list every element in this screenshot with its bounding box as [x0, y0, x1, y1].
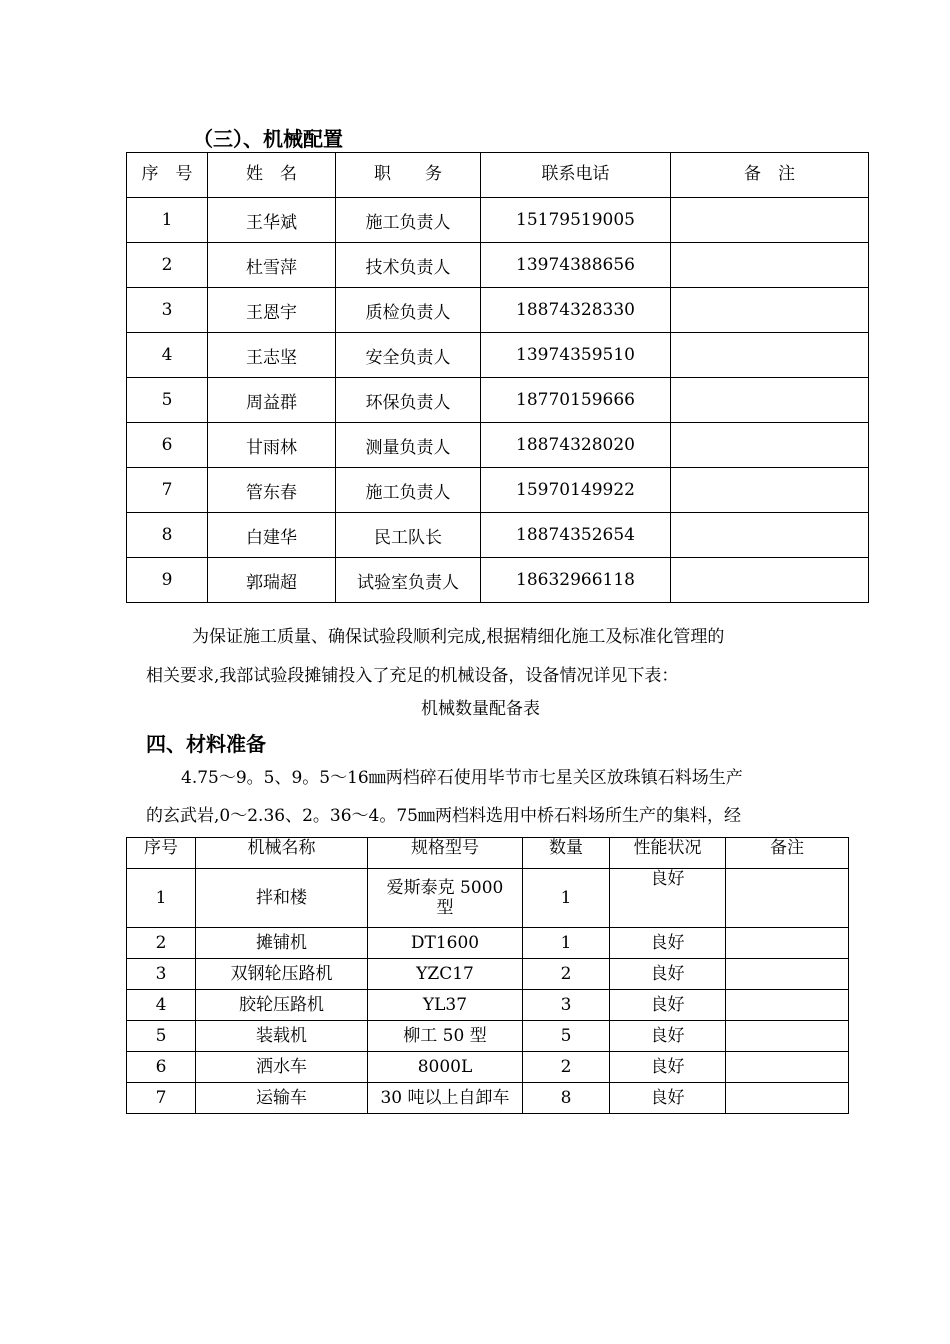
table-cell: 郭瑞超 — [208, 558, 336, 603]
header-cell: 规格型号 — [368, 838, 523, 869]
table-cell: 13974359510 — [481, 333, 671, 378]
table-cell: 良好 — [610, 928, 726, 959]
table-cell — [671, 468, 869, 513]
table-cell — [726, 1052, 849, 1083]
table-cell: 18632966118 — [481, 558, 671, 603]
table-cell: 6 — [127, 423, 208, 468]
header-cell: 备 注 — [671, 153, 869, 198]
header-cell: 机械名称 — [196, 838, 368, 869]
table-cell: 良好 — [610, 1021, 726, 1052]
table-cell: 4 — [127, 990, 196, 1021]
table-cell: 周益群 — [208, 378, 336, 423]
table-row — [127, 558, 869, 603]
table-cell — [726, 928, 849, 959]
table-cell — [671, 243, 869, 288]
table-cell: 1 — [523, 928, 610, 959]
table-row — [127, 378, 869, 423]
table-cell: 装载机 — [196, 1021, 368, 1052]
table-cell: 2 — [523, 959, 610, 990]
header-cell: 联系电话 — [481, 153, 671, 198]
table-cell — [671, 423, 869, 468]
header-cell: 序号 — [127, 838, 196, 869]
table-cell: 18874328330 — [481, 288, 671, 333]
staff-table — [126, 152, 869, 603]
table-cell: 15970149922 — [481, 468, 671, 513]
table-row — [127, 1052, 849, 1083]
table-cell: 良好 — [610, 869, 726, 928]
table-cell: 1 — [523, 869, 610, 928]
table-row — [127, 928, 849, 959]
table-row — [127, 990, 849, 1021]
table-cell: 运输车 — [196, 1083, 368, 1114]
table-cell: 良好 — [610, 959, 726, 990]
table-cell: 王恩宇 — [208, 288, 336, 333]
table-cell: 安全负责人 — [336, 333, 481, 378]
table-cell: 施工负责人 — [336, 468, 481, 513]
table-cell: 5 — [127, 378, 208, 423]
table-cell: 3 — [127, 959, 196, 990]
table-cell: 杜雪萍 — [208, 243, 336, 288]
table-cell: 1 — [127, 869, 196, 928]
table-cell: 环保负责人 — [336, 378, 481, 423]
table-row — [127, 869, 849, 928]
table-cell: 民工队长 — [336, 513, 481, 558]
table-row — [127, 243, 869, 288]
table-cell — [671, 198, 869, 243]
table-cell: 1 — [127, 198, 208, 243]
table-cell — [726, 1021, 849, 1052]
table-caption: 机械数量配备表 — [421, 699, 540, 719]
table-cell: 2 — [127, 928, 196, 959]
table-cell: 3 — [523, 990, 610, 1021]
table-cell: 7 — [127, 468, 208, 513]
table-cell: 技术负责人 — [336, 243, 481, 288]
table-cell: 双钢轮压路机 — [196, 959, 368, 990]
table-row — [127, 333, 869, 378]
table-cell: 5 — [127, 1021, 196, 1052]
table-row — [127, 288, 869, 333]
header-cell: 性能状况 — [610, 838, 726, 869]
table-cell: 测量负责人 — [336, 423, 481, 468]
header-cell: 数量 — [523, 838, 610, 869]
table-row — [127, 423, 869, 468]
table-row — [127, 959, 849, 990]
header-cell: 备注 — [726, 838, 849, 869]
table-cell: 18874328020 — [481, 423, 671, 468]
table-cell: 15179519005 — [481, 198, 671, 243]
table-cell: 洒水车 — [196, 1052, 368, 1083]
table-cell — [671, 288, 869, 333]
table-cell: 8000L — [368, 1052, 523, 1083]
table-cell — [726, 990, 849, 1021]
table-row — [127, 513, 869, 558]
table-cell: 7 — [127, 1083, 196, 1114]
table-row — [127, 1021, 849, 1052]
table-cell: 8 — [523, 1083, 610, 1114]
table-cell: 良好 — [610, 1083, 726, 1114]
table-cell — [671, 378, 869, 423]
table-cell: 3 — [127, 288, 208, 333]
table-cell: 施工负责人 — [336, 198, 481, 243]
header-cell: 序 号 — [127, 153, 208, 198]
table-cell: 4 — [127, 333, 208, 378]
paragraph-line: 的玄武岩,0～2.36、2。36～4。75㎜两档料选用中桥石料场所生产的集料，经 — [146, 806, 741, 826]
table-cell: 拌和楼 — [196, 869, 368, 928]
paragraph-line: 4.75～9。5、9。5～16㎜两档碎石使用毕节市七星关区放珠镇石料场生产 — [181, 768, 743, 788]
table-cell: YZC17 — [368, 959, 523, 990]
table-cell — [671, 513, 869, 558]
table-cell: 9 — [127, 558, 208, 603]
table-cell: 5 — [523, 1021, 610, 1052]
table-cell: 6 — [127, 1052, 196, 1083]
table-row — [127, 1083, 849, 1114]
table-cell — [671, 333, 869, 378]
table-cell: 白建华 — [208, 513, 336, 558]
table-cell: 18770159666 — [481, 378, 671, 423]
machine-table — [126, 837, 849, 1114]
table-cell: DT1600 — [368, 928, 523, 959]
header-cell: 职 务 — [336, 153, 481, 198]
table-cell — [726, 1083, 849, 1114]
table-cell: 18874352654 — [481, 513, 671, 558]
table-cell: 2 — [127, 243, 208, 288]
paragraph-line: 为保证施工质量、确保试验段顺利完成,根据精细化施工及标准化管理的 — [192, 627, 725, 647]
section4-heading: 四、材料准备 — [146, 732, 266, 756]
table-cell: 王志坚 — [208, 333, 336, 378]
table-cell: 爱斯泰克 5000 型 — [368, 869, 523, 928]
table-cell: 试验室负责人 — [336, 558, 481, 603]
table-cell: 柳工 50 型 — [368, 1021, 523, 1052]
table-cell: 良好 — [610, 1052, 726, 1083]
section3-heading: （三）、机械配置 — [193, 127, 343, 151]
table-row — [127, 198, 869, 243]
table-cell — [726, 959, 849, 990]
staff-header-row — [127, 153, 869, 198]
table-cell: 13974388656 — [481, 243, 671, 288]
table-cell: 质检负责人 — [336, 288, 481, 333]
paragraph-line: 相关要求,我部试验段摊铺投入了充足的机械设备，设备情况详见下表： — [146, 666, 679, 686]
table-cell: 王华斌 — [208, 198, 336, 243]
table-cell: 30 吨以上自卸车 — [368, 1083, 523, 1114]
machine-header-row — [127, 838, 849, 869]
header-cell: 姓 名 — [208, 153, 336, 198]
table-cell: YL37 — [368, 990, 523, 1021]
table-cell: 胶轮压路机 — [196, 990, 368, 1021]
table-cell: 良好 — [610, 990, 726, 1021]
table-cell: 管东春 — [208, 468, 336, 513]
table-cell: 摊铺机 — [196, 928, 368, 959]
table-cell — [671, 558, 869, 603]
table-cell: 2 — [523, 1052, 610, 1083]
table-cell: 8 — [127, 513, 208, 558]
table-row — [127, 468, 869, 513]
table-cell — [726, 869, 849, 928]
table-cell: 甘雨林 — [208, 423, 336, 468]
